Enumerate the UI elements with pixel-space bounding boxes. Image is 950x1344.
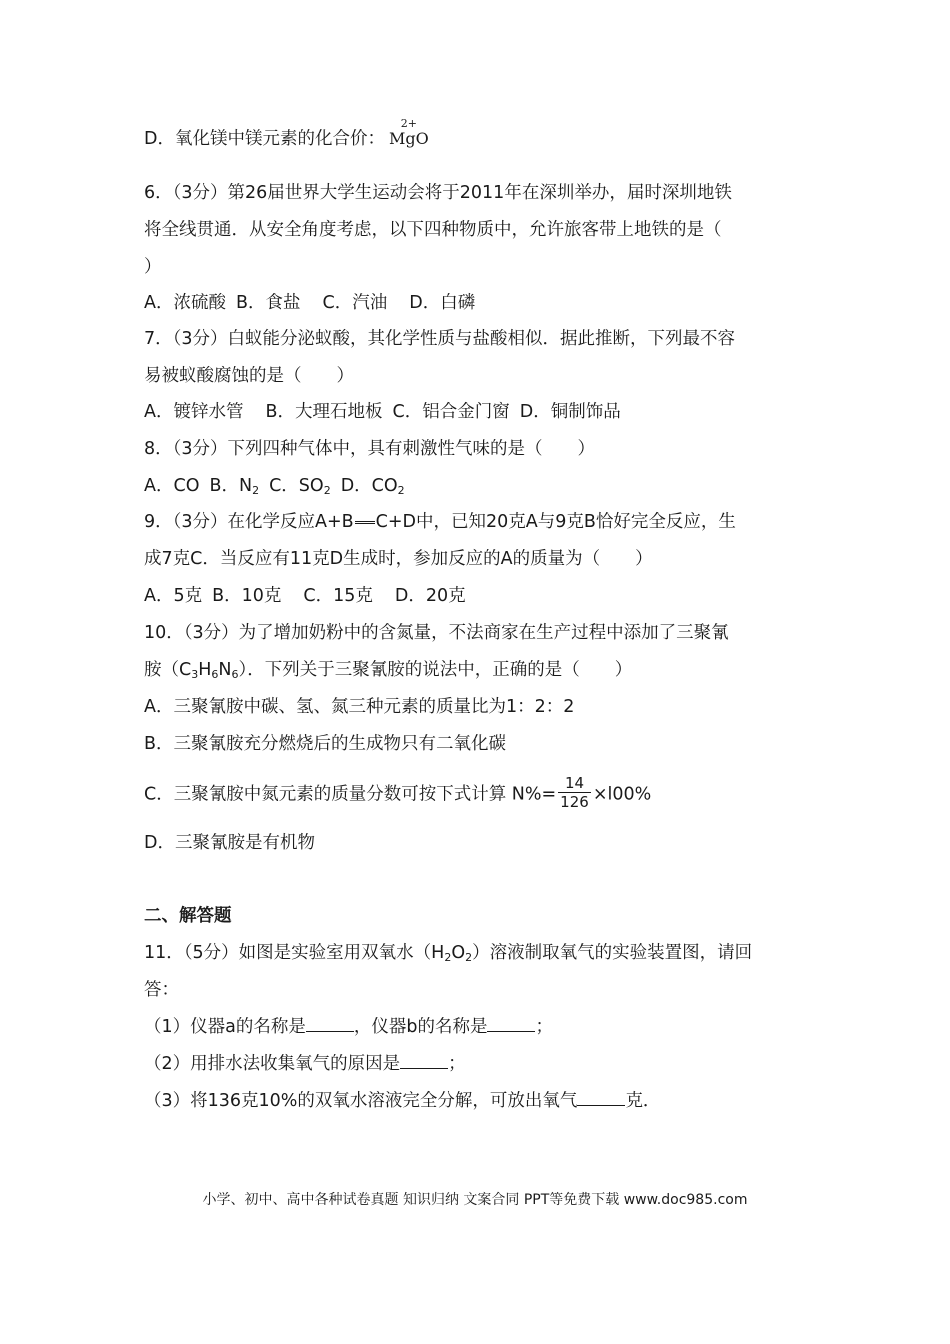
q8-stem: 8．（3分）下列四种气体中，具有刺激性气味的是（ ） [144, 439, 596, 459]
mgo-valence-formula [389, 118, 429, 148]
valence-number: 2+ [400, 117, 417, 130]
q8-option-d: D．$CO_2$ [340, 476, 405, 497]
page-footer: 小学、初中、高中各种试卷真题 知识归纳 文案合同 PPT等免费下载 www.doc985.com [202, 1192, 748, 1208]
q9-option-a: A．5克 [144, 586, 203, 606]
q11-stem-line1: 11．（5分）如图是实验室用双氧水$(H_2O_2)$溶液制取氧气的实验装置图，请回 [144, 943, 753, 964]
q10-option-a: A．三聚氰胺中碳、氢、氮三种元素的质量比为1：2：2 [144, 697, 575, 717]
q10-stem-line1: 10．（3分）为了增加奶粉中的含氮量，不法商家在生产过程中添加了三聚氰 [144, 623, 729, 643]
q9-option-d: D．20克 [394, 586, 466, 606]
q10-stem-line2: 胺$(C_3H_6N_6)$．下列关于三聚氰胺的说法中，正确的是（ ） [144, 660, 633, 681]
q6-options [144, 290, 840, 316]
q6-option-d: D．白磷 [409, 293, 476, 313]
q7-option-d: D．铜制饰品 [519, 402, 621, 422]
q9-options [144, 583, 840, 609]
answer-blank[interactable] [400, 1050, 448, 1069]
fraction-denominator: 126 [560, 793, 589, 811]
q8-option-c: C．$SO_2$ [269, 476, 331, 497]
q6-option-b: B．食盐 [235, 293, 301, 313]
q11-sub3: （3）将136克10%的双氧水溶液完全分解，可放出氧气 克． [144, 1087, 840, 1114]
q6-stem-line3: ） [144, 257, 162, 277]
q11-sub2: （2）用排水法收集氧气的原因是 ； [144, 1050, 840, 1077]
q10-option-d: D．三聚氰胺是有机物 [144, 833, 315, 853]
q11-sub1: （1）仪器a的名称是 ，仪器b的名称是 ； [144, 1013, 840, 1040]
q7-option-c: C．铝合金门窗 [392, 402, 510, 422]
q7-options [144, 399, 840, 425]
q5-option-d-label: D．氧化镁中镁元素的化合价： [144, 129, 385, 149]
q10-option-c: C．三聚氰胺中氮元素的质量分数可按下式计算 N%= $\frac{14}{126}$ ×l00% [144, 774, 652, 811]
fraction [558, 774, 591, 811]
fraction-numerator: 14 [558, 774, 591, 793]
q6-option-c: C．汽油 [322, 293, 388, 313]
q11-stem-line2: 答： [144, 980, 179, 1000]
q8-option-b: B．$N_2$ [209, 476, 260, 497]
q9-option-c: C．15克 [303, 586, 373, 606]
q6-stem-line1: 6．（3分）第26届世界大学生运动会将于2011年在深圳举办，届时深圳地铁 [144, 183, 732, 203]
q7-option-b: B．大理石地板 [265, 402, 383, 422]
q7-stem-line1: 7．（3分）白蚁能分泌蚁酸，其化学性质与盐酸相似．据此推断，下列最不容 [144, 329, 736, 349]
answer-blank[interactable] [577, 1087, 625, 1106]
q6-stem-line2: 将全线贯通．从安全角度考虑，以下四种物质中，允许旅客带上地铁的是（ [144, 220, 722, 240]
q9-stem-line2: 成7克C．当反应有11克D生成时，参加反应的A的质量为（ ） [144, 549, 653, 569]
q9-option-b: B．10克 [212, 586, 282, 606]
q7-option-a: A．镀锌水管 [144, 402, 244, 422]
q5-option-d [144, 117, 840, 154]
section-heading: 二、解答题 [144, 906, 232, 926]
q10-option-b: B．三聚氰胺充分燃烧后的生成物只有二氧化碳 [144, 734, 507, 754]
q6-option-a: A．浓硫酸 [144, 293, 226, 313]
q9-stem-line1: 9．（3分）在化学反应A+B C+D中，已知20克A与9克B恰好完全反应，生 [144, 512, 736, 532]
formula-mgo: MgO [388, 129, 429, 148]
answer-blank[interactable] [306, 1013, 354, 1032]
q8-option-a: A．CO [144, 476, 200, 496]
q8-options [144, 473, 840, 499]
answer-blank[interactable] [487, 1013, 535, 1032]
reaction-equals-icon [355, 521, 375, 524]
q7-stem-line2: 易被蚁酸腐蚀的是（ ） [144, 366, 354, 386]
